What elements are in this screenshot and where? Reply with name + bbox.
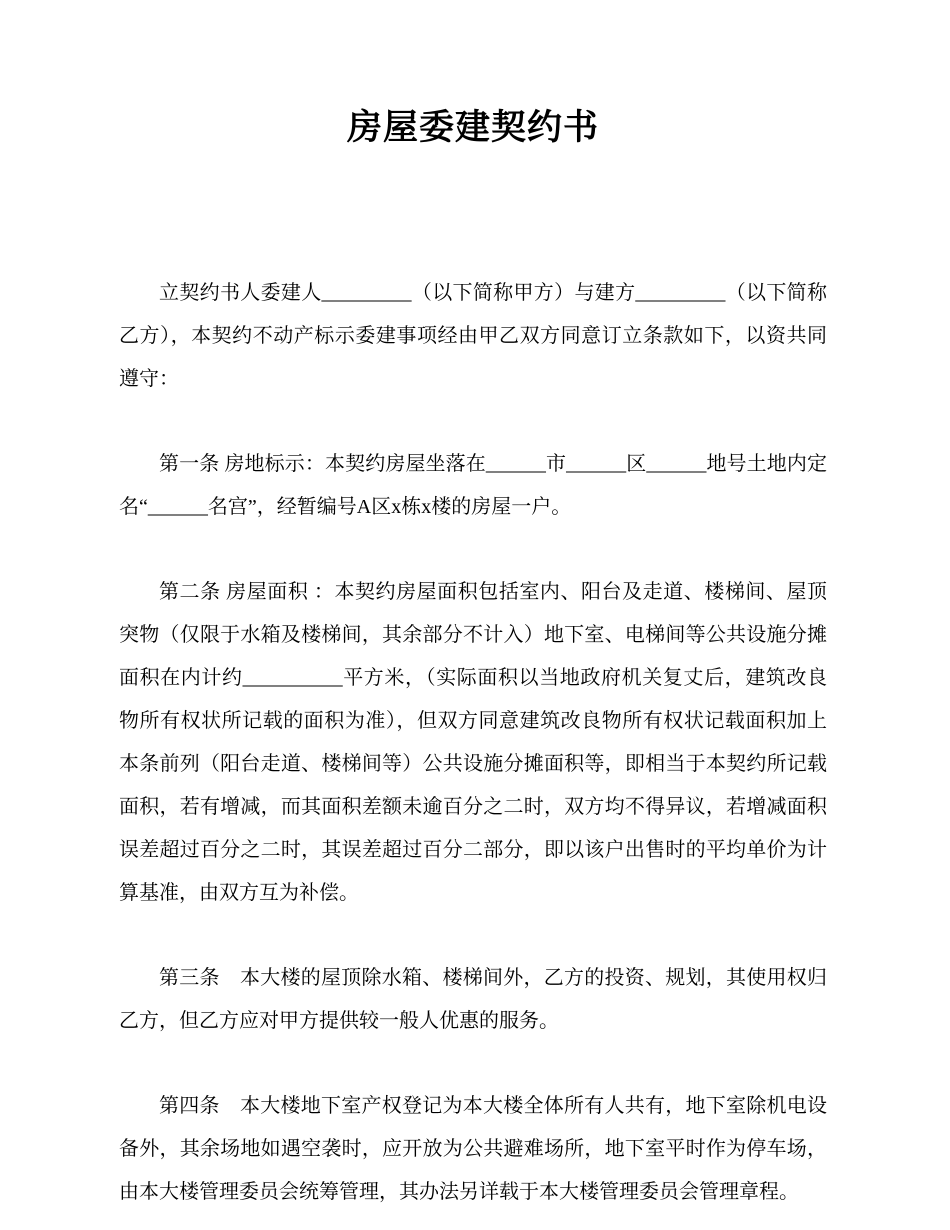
clause-3-paragraph: 第三条 本大楼的屋顶除水箱、楼梯间外，乙方的投资、规划，其使用权归乙方，但乙方应对甲方提供较一般人优惠的服务。 <box>119 967 827 1032</box>
clause-1-paragraph: 第一条 房地标示：本契约房屋坐落在______市______区______地号土地内定名“______名宫”，经暂编号A区x栋x楼的房屋一户。 <box>119 453 827 518</box>
document-content <box>119 0 827 1214</box>
intro-paragraph: 立契约书人委建人_________（以下简称甲方）与建方_________（以下简称乙方），本契约不动产标示委建事项经由甲乙双方同意订立条款如下，以资共同遵守： <box>119 282 827 390</box>
document-title: 房屋委建契约书 <box>346 108 599 147</box>
clause-4-paragraph: 第四条 本大楼地下室产权登记为本大楼全体所有人共有，地下室除机电设备外，其余场地如遇空袭时，应开放为公共避难场所，地下室平时作为停车场，由本大楼管理委员会统筹管理，其办法另详载于本大楼管理委员会管理章程。 <box>119 1095 827 1203</box>
clause-2-paragraph: 第二条 房屋面积 ：本契约房屋面积包括室内、阳台及走道、楼梯间、屋顶突物（仅限于水箱及楼梯间，其余部分不计入）地下室、电梯间等公共设施分摊面积在内计约__________平方米，（实际面积以当地政府机关复丈后，建筑改良物所有权状所记载的面积为准），但双方同意建筑改良物所有权状记载面积加上本条前列（阳台走道、楼梯间等）公共设施分摊面积等，即相当于本契约所记载面积，若有增减，而其面积差额未逾百分之二时，双方均不得异议，若增减面积误差超过百分之二时，其误差超过百分二部分，即以该户出售时的平均单价为计算基准，由双方互为补偿。 <box>119 581 827 904</box>
